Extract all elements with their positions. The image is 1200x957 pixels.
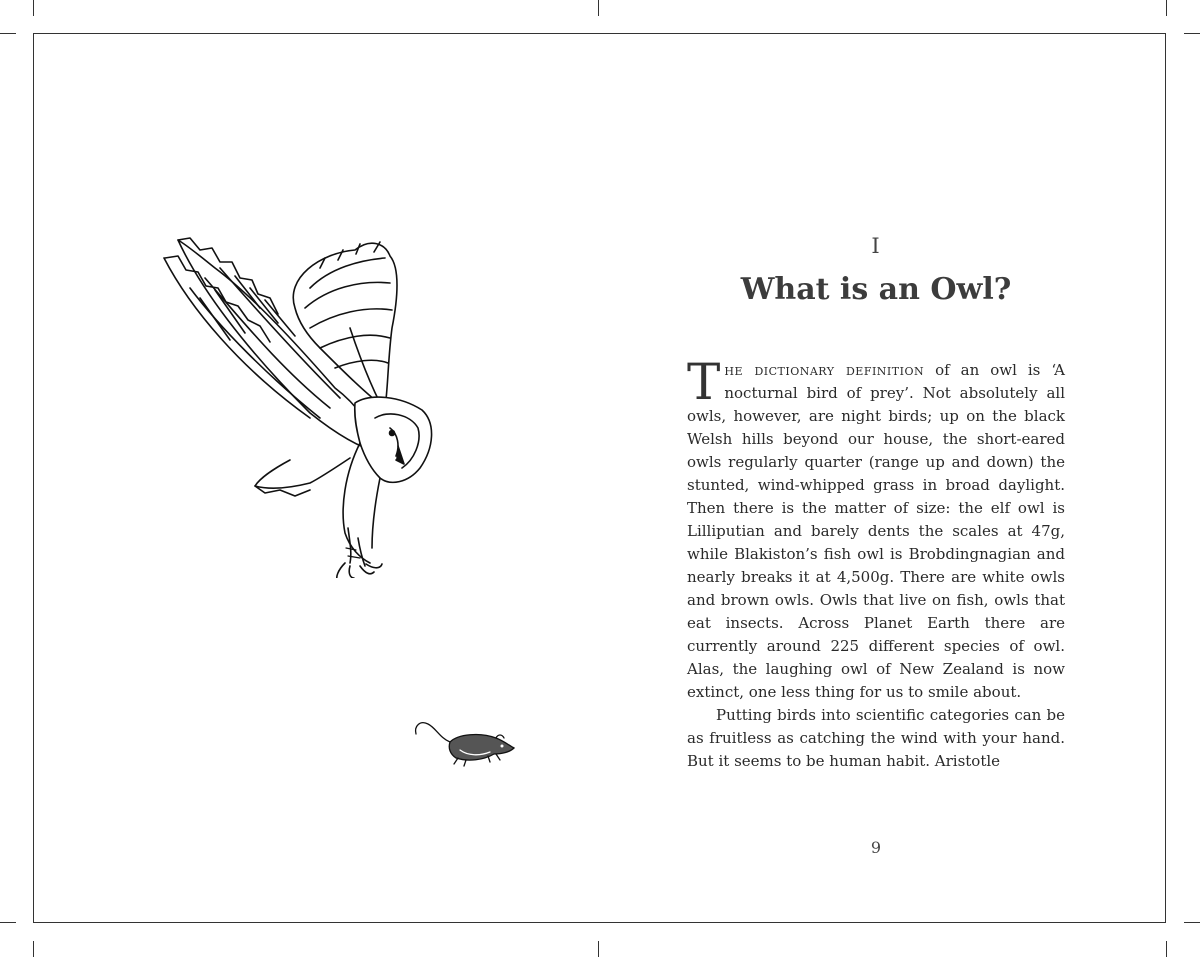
crop-mark bbox=[598, 0, 599, 16]
crop-mark bbox=[0, 922, 16, 923]
crop-mark bbox=[33, 941, 34, 957]
drop-cap: T bbox=[687, 353, 721, 411]
crop-mark bbox=[1166, 941, 1167, 957]
small-caps-lead-in: he dictionary definition bbox=[724, 361, 925, 379]
crop-mark bbox=[1166, 0, 1167, 16]
chapter-number: I bbox=[871, 234, 881, 258]
crop-mark bbox=[0, 33, 16, 34]
chapter-title: What is an Owl? bbox=[740, 272, 1012, 307]
owl-illustration bbox=[160, 228, 445, 578]
paragraph-1-text: of an owl is ‘A nocturnal bird of prey’. Not absolutely all owls, however, are night birds; up on the black Welsh hills beyond our house, the short-eared owls regularly quarter (range up and down) the stunted, wind-whipped grass in broad daylight. Then there is the matter of size: the elf owl is Lilliputian and barely dents the scales at 47g, while Blakiston’s fish owl is Brobdingnagian and nearly breaks it at 4,500g. There are white owls and brown owls. Owls that live on fish, owls that eat insects. Across Planet Earth there are currently around 225 different species of owl. Alas, the laughing owl of New Zealand is now extinct, one less thing for us to smile about. bbox=[687, 361, 1065, 701]
crop-mark bbox=[598, 941, 599, 957]
crop-mark bbox=[1184, 33, 1200, 34]
body-text bbox=[687, 353, 1065, 773]
crop-mark bbox=[1184, 922, 1200, 923]
paragraph-2: Putting birds into scientific categories can be as fruitless as catching the wind with your hand. But it seems to be human habit. Aristotle bbox=[687, 706, 1065, 770]
page-number: 9 bbox=[870, 838, 882, 857]
crop-mark bbox=[33, 0, 34, 16]
paragraph-1 bbox=[687, 353, 1065, 704]
mouse-illustration bbox=[410, 716, 522, 768]
